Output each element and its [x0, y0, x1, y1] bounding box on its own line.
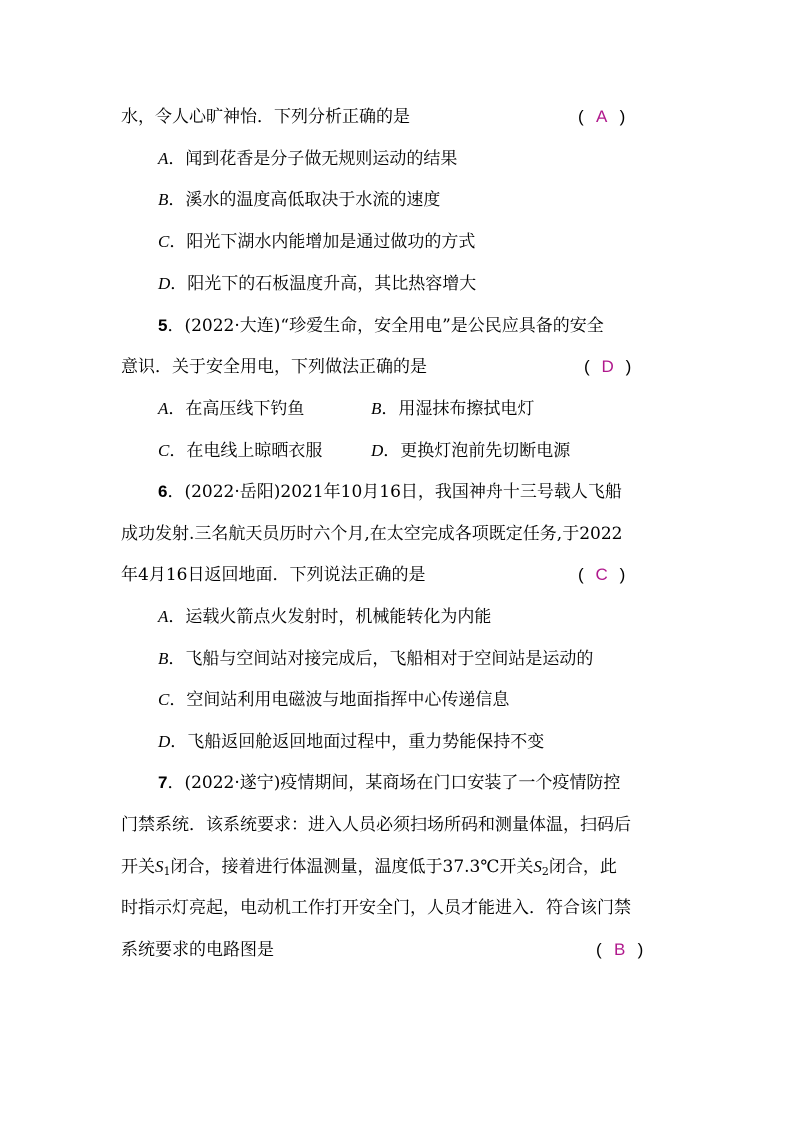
q7-line3-part-a: 开关: [121, 857, 155, 877]
q5-answer-bracket: [584, 356, 631, 378]
q6-answer-bracket: [578, 564, 625, 586]
paren-open: (: [578, 565, 584, 584]
option-text: ．飞船返回舱返回地面过程中，重力势能保持不变: [170, 732, 545, 752]
q4-option-b: [158, 189, 440, 211]
q5-option-b: [371, 398, 534, 420]
paren-open: (: [578, 107, 584, 126]
paren-close: ): [625, 357, 632, 376]
switch-s1-subscript: 1: [163, 865, 171, 878]
q5-option-a: [158, 398, 304, 420]
q7-stem-line5: 系统要求的电路图是: [121, 940, 274, 960]
q4-answer: A: [596, 107, 608, 126]
q6-number: 6: [158, 482, 168, 501]
q6-stem-line1: [158, 481, 622, 503]
q4-answer-bracket: [578, 106, 625, 128]
option-text: ．飞船与空间站对接完成后，飞船相对于空间站是运动的: [168, 649, 594, 669]
option-label: B: [158, 190, 169, 209]
q7-line3-part-c: 闭合，此: [548, 857, 617, 877]
option-label: C: [158, 232, 170, 251]
option-label: B: [158, 649, 169, 668]
q7-stem-line3: [121, 856, 617, 883]
q6-option-a: [158, 606, 491, 628]
option-text: ．用湿抹布擦拭电灯: [381, 399, 535, 419]
q6-option-d: [158, 731, 544, 753]
option-text: ．运载火箭点火发射时，机械能转化为内能: [168, 607, 492, 627]
option-text: ．溪水的温度高低取决于水流的速度: [168, 190, 441, 210]
q7-line1-text: ．(2022·遂宁)疫情期间，某商场在门口安装了一个疫情防控: [167, 773, 621, 793]
q6-answer: C: [595, 565, 608, 584]
q6-stem-line2: 成功发射.三名航天员历时六个月,在太空完成各项既定任务,于2022: [121, 524, 623, 544]
option-text: ．更换灯泡前先切断电源: [383, 441, 571, 461]
q7-number: 7: [158, 773, 168, 792]
option-text: ．阳光下的石板温度升高，其比热容增大: [170, 274, 477, 294]
q5-number: 5: [158, 316, 168, 335]
option-label: A: [158, 607, 169, 626]
q7-stem-line1: [158, 772, 620, 794]
q5-stem-line1: [158, 315, 604, 337]
paren-close: ): [637, 940, 644, 959]
q5-answer: D: [601, 357, 614, 376]
q5-line1-text: ．(2022·大连)“珍爱生命，安全用电”是公民应具备的安全: [167, 316, 604, 336]
q5-option-d: [371, 440, 570, 462]
option-text: ．闻到花香是分子做无规则运动的结果: [168, 149, 458, 169]
option-text: ．在电线上晾晒衣服: [169, 441, 323, 461]
q7-answer-bracket: [596, 939, 643, 961]
option-text: ．在高压线下钓鱼: [168, 399, 305, 419]
option-label: B: [371, 399, 382, 418]
q7-answer: B: [614, 940, 626, 959]
q6-option-c: [158, 689, 509, 711]
q6-stem-line3: 年4月16日返回地面．下列说法正确的是: [121, 565, 426, 585]
q6-line1-text: ．(2022·岳阳)2021年10月16日，我国神舟十三号载人飞船: [167, 482, 622, 502]
paren-close: ): [619, 107, 626, 126]
q4-stem-tail: 水，令人心旷神怡．下列分析正确的是: [121, 107, 410, 127]
option-text: ．阳光下湖水内能增加是通过做功的方式: [169, 232, 476, 252]
option-label: D: [371, 441, 384, 460]
switch-s2-symbol: S: [533, 857, 542, 876]
option-label: A: [158, 399, 169, 418]
paren-open: (: [596, 940, 602, 959]
q7-stem-line2: 门禁系统．该系统要求：进入人员必须扫场所码和测量体温，扫码后: [121, 815, 631, 835]
q7-line3-part-b: 闭合，接着进行体温测量，温度低于37.3℃开关: [170, 857, 534, 877]
option-label: C: [158, 690, 170, 709]
switch-s2-subscript: 2: [541, 865, 549, 878]
option-label: D: [158, 732, 171, 751]
paren-open: (: [584, 357, 590, 376]
q5-stem-line2: 意识．关于安全用电，下列做法正确的是: [121, 357, 427, 377]
q6-option-b: [158, 648, 593, 670]
option-label: A: [158, 149, 169, 168]
q5-option-c: [158, 440, 322, 462]
q7-stem-line4: 时指示灯亮起，电动机工作打开安全门，人员才能进入．符合该门禁: [121, 898, 631, 918]
q4-option-d: [158, 273, 476, 295]
option-label: C: [158, 441, 170, 460]
q4-option-a: [158, 148, 457, 170]
option-text: ．空间站利用电磁波与地面指挥中心传递信息: [169, 690, 510, 710]
paren-close: ): [619, 565, 626, 584]
switch-s1-symbol: S: [155, 857, 164, 876]
q4-option-c: [158, 231, 475, 253]
option-label: D: [158, 274, 171, 293]
